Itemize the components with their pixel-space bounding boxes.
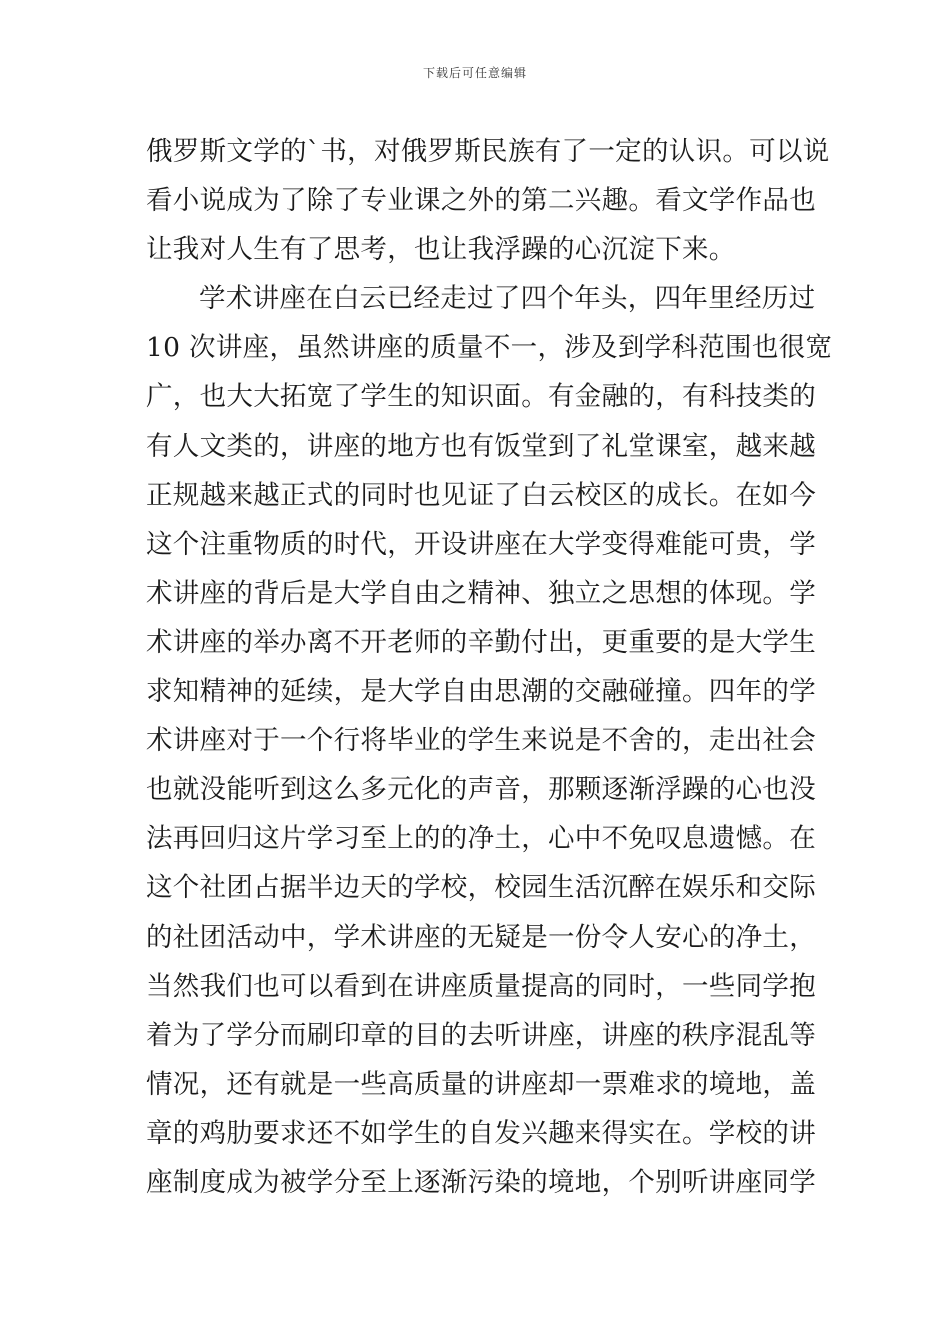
paragraph-first-line: 学术讲座在白云已经走过了四个年头，四年里经历过 — [199, 283, 816, 315]
text-line: 情况，还有就是一些高质量的讲座却一票难求的境地，盖 — [146, 1068, 816, 1100]
text-line: 的社团活动中，学术讲座的无疑是一份令人安心的净土， — [146, 921, 816, 953]
document-body — [146, 127, 833, 1207]
text-line: 术讲座的背后是大学自由之精神、独立之思想的体现。学 — [146, 577, 816, 609]
text-line: 10 次讲座，虽然讲座的质量不一，涉及到学科范围也很宽 — [146, 332, 833, 364]
text-line: 让我对人生有了思考，也让我浮躁的心沉淀下来。 — [146, 234, 736, 266]
text-line: 这个注重物质的时代，开设讲座在大学变得难能可贵，学 — [146, 528, 816, 560]
text-line: 也就没能听到这么多元化的声音，那颗逐渐浮躁的心也没 — [146, 774, 816, 806]
text-line: 法再回归这片学习至上的的净土，心中不免叹息遗憾。在 — [146, 823, 816, 855]
text-line: 术讲座的举办离不开老师的辛勤付出，更重要的是大学生 — [146, 626, 816, 658]
text-line: 有人文类的，讲座的地方也有饭堂到了礼堂课室，越来越 — [146, 430, 816, 462]
text-line: 当然我们也可以看到在讲座质量提高的同时，一些同学抱 — [146, 970, 816, 1002]
text-line: 术讲座对于一个行将毕业的学生来说是不舍的，走出社会 — [146, 725, 816, 757]
text-line: 看小说成为了除了专业课之外的第二兴趣。看文学作品也 — [146, 185, 816, 217]
text-line: 座制度成为被学分至上逐渐污染的境地，个别听讲座同学 — [146, 1166, 816, 1198]
page-header: 下载后可任意编辑 — [422, 66, 527, 80]
text-line: 求知精神的延续，是大学自由思潮的交融碰撞。四年的学 — [146, 676, 816, 708]
text-line: 广，也大大拓宽了学生的知识面。有金融的，有科技类的 — [146, 381, 816, 413]
text-line: 俄罗斯文学的`书，对俄罗斯民族有了一定的认识。可以说 — [146, 136, 830, 167]
text-line: 这个社团占据半边天的学校，校园生活沉醉在娱乐和交际 — [146, 872, 816, 904]
text-line: 着为了学分而刷印章的目的去听讲座，讲座的秩序混乱等 — [146, 1019, 816, 1051]
text-line: 章的鸡肋要求还不如学生的自发兴趣来得实在。学校的讲 — [146, 1117, 816, 1149]
text-line: 正规越来越正式的同时也见证了白云校区的成长。在如今 — [146, 479, 816, 511]
